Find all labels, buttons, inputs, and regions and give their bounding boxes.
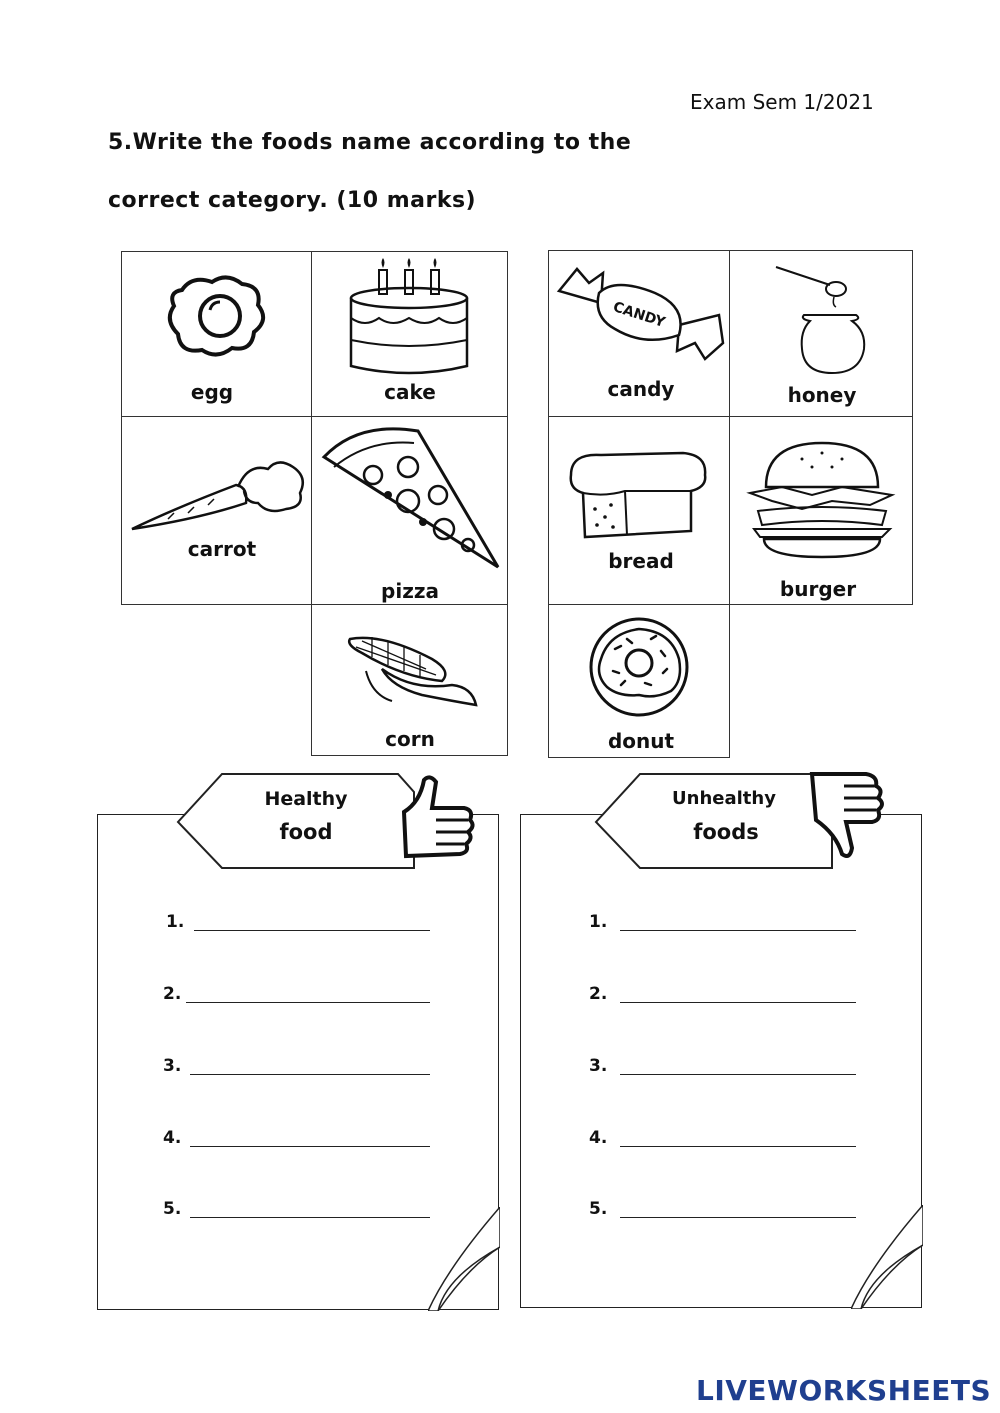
candy-icon (555, 263, 727, 363)
label-egg: egg (190, 380, 234, 404)
healthy-note (97, 814, 499, 1310)
food-card-burger (729, 416, 913, 605)
burger-icon (742, 437, 902, 567)
food-card-honey (729, 250, 913, 417)
healthy-answer-line-4[interactable] (190, 1146, 430, 1147)
egg-icon (162, 270, 272, 360)
healthy-number-5: 5. (163, 1199, 182, 1219)
unhealthy-title-1: Unhealthy (672, 788, 776, 809)
healthy-answer-line-1[interactable] (194, 930, 430, 931)
unhealthy-note (520, 814, 922, 1308)
page-curl-icon (428, 1207, 500, 1311)
cake-icon (345, 258, 475, 378)
label-bread: bread (608, 549, 674, 573)
liveworksheets-brand: LIVEWORKSHEETS (696, 1374, 992, 1407)
food-card-pizza (311, 416, 508, 605)
unhealthy-number-4: 4. (589, 1128, 608, 1148)
pizza-icon (318, 427, 503, 577)
healthy-title-1: Healthy (264, 788, 348, 810)
bread-icon (565, 445, 715, 545)
thumbs-down-icon (806, 768, 888, 862)
food-card-bread (548, 416, 730, 605)
food-card-egg (121, 251, 312, 417)
carrot-icon (128, 457, 308, 537)
label-carrot: carrot (187, 537, 257, 561)
corn-icon (342, 625, 482, 715)
label-honey: honey (787, 383, 857, 407)
healthy-answer-line-3[interactable] (190, 1074, 430, 1075)
unhealthy-number-1: 1. (589, 912, 608, 932)
healthy-number-2: 2. (163, 984, 182, 1004)
healthy-number-4: 4. (163, 1128, 182, 1148)
label-corn: corn (385, 727, 435, 751)
food-card-candy (548, 250, 730, 417)
unhealthy-answer-line-3[interactable] (620, 1074, 856, 1075)
unhealthy-number-5: 5. (589, 1199, 608, 1219)
label-candy: candy (607, 377, 675, 401)
unhealthy-answer-line-5[interactable] (620, 1217, 856, 1218)
healthy-answer-line-5[interactable] (190, 1217, 430, 1218)
exam-label: Exam Sem 1/2021 (690, 90, 874, 114)
unhealthy-number-3: 3. (589, 1056, 608, 1076)
donut-icon (585, 615, 695, 719)
healthy-number-1: 1. (166, 912, 185, 932)
unhealthy-number-2: 2. (589, 984, 608, 1004)
food-card-donut (548, 604, 730, 758)
question-line-2: correct category. (10 marks) (108, 188, 477, 213)
label-burger: burger (779, 577, 857, 601)
unhealthy-answer-line-2[interactable] (620, 1002, 856, 1003)
label-pizza: pizza (381, 579, 439, 603)
food-card-carrot (121, 416, 312, 605)
unhealthy-answer-line-1[interactable] (620, 930, 856, 931)
question-line-1: 5.Write the foods name according to the (108, 130, 632, 155)
healthy-number-3: 3. (163, 1056, 182, 1076)
food-card-corn (311, 604, 508, 756)
unhealthy-answer-line-4[interactable] (620, 1146, 856, 1147)
candy-wrapper-text: CANDY (611, 299, 667, 331)
healthy-title-2: food (279, 820, 333, 844)
honey-icon (770, 259, 880, 379)
page-curl-icon (851, 1205, 923, 1309)
food-card-cake (311, 251, 508, 417)
unhealthy-title-2: foods (693, 820, 759, 844)
thumbs-up-icon (396, 772, 478, 864)
label-cake: cake (384, 380, 436, 404)
label-donut: donut (607, 729, 675, 753)
healthy-answer-line-2[interactable] (186, 1002, 430, 1003)
